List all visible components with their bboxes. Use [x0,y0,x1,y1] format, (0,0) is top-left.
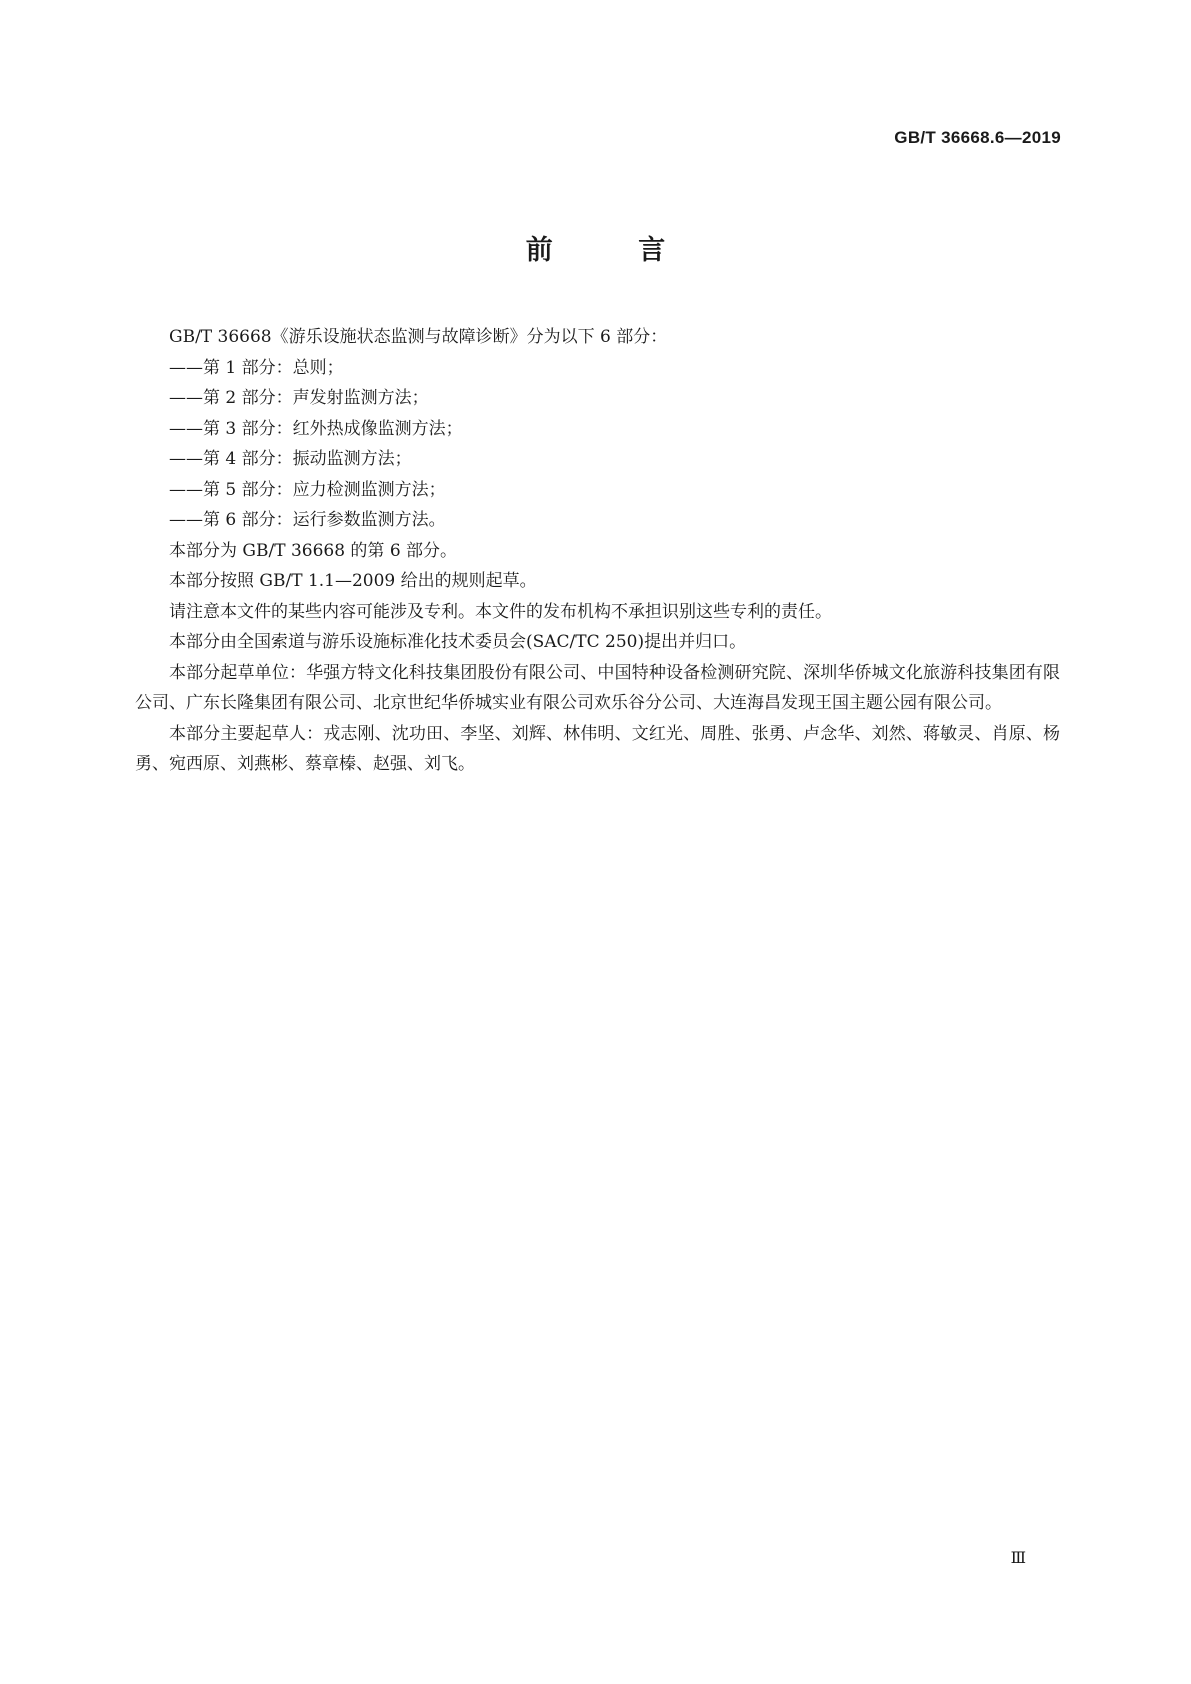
proposer-paragraph: 本部分由全国索道与游乐设施标准化技术委员会(SAC/TC 250)提出并归口。 [169,632,747,652]
document-code: GB/T 36668.6—2019 [894,128,1061,147]
part-statement-paragraph: 本部分为 GB/T 36668 的第 6 部分。 [169,540,458,561]
drafters-paragraph: 本部分主要起草人：戎志刚、沈功田、李坚、刘辉、林伟明、文红光、周胜、张勇、卢念华、刘然、蒋敏灵、肖原、杨勇、宛西原、刘燕彬、蔡章榛、赵强、刘飞。 [135,723,1060,774]
part-list-item: ——第 5 部分：应力检测监测方法； [169,479,446,500]
part-list-item: ——第 4 部分：振动监测方法； [169,449,412,469]
drafting-rules-paragraph: 本部分按照 GB/T 1.1—2009 给出的规则起草。 [169,571,537,591]
part-list-item: ——第 2 部分：声发射监测方法； [169,388,429,408]
page-title: 前 言 [525,235,704,266]
drafting-units-paragraph: 本部分起草单位：华强方特文化科技集团股份有限公司、中国特种设备检测研究院、深圳华侨城文化旅游科技集团有限公司、广东长隆集团有限公司、北京世纪华侨城实业有限公司欢乐谷分公司、大连海昌发现王国主题公园有限公司。 [135,662,1060,713]
intro-paragraph: GB/T 36668《游乐设施状态监测与故障诊断》分为以下 6 部分： [169,327,668,347]
patent-notice-paragraph: 请注意本文件的某些内容可能涉及专利。本文件的发布机构不承担识别这些专利的责任。 [169,601,832,622]
foreword-body [135,322,1060,780]
page-number: Ⅲ [1010,1548,1026,1567]
part-list-item: ——第 1 部分：总则； [169,357,344,378]
part-list-item: ——第 3 部分：红外热成像监测方法； [169,418,463,439]
part-list-item: ——第 6 部分：运行参数监测方法。 [169,510,446,530]
